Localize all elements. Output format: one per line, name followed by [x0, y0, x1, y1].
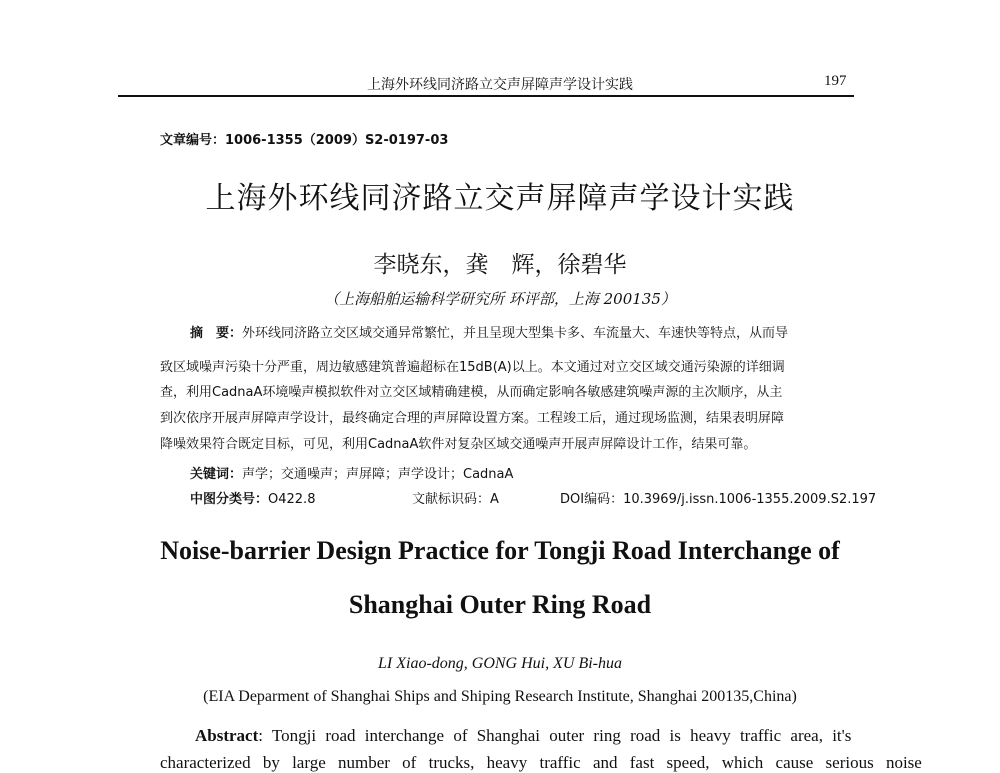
keywords	[190, 463, 513, 482]
affiliation-en: (EIA Deparment of Shanghai Ships and Shiping Research Institute, Shanghai 200135,China)	[203, 688, 797, 705]
title-en-line-2: Shanghai Outer Ring Road	[348, 590, 652, 619]
authors-en: LI Xiao-dong, GONG Hui, XU Bi-hua	[378, 655, 622, 672]
abstract-en-cut-line: characterized by large number of trucks, heavy traffic and fast speed, which cause serious noise	[160, 753, 922, 772]
abstract-cn-line: 摘 要：外环线同济路立交区域交通异常繁忙，并且呈现大型集卡多、车流量大、车速快等特点，从而导	[190, 326, 789, 341]
clc-number: 中图分类号：O422.8	[190, 492, 316, 507]
page-number: 197	[824, 73, 847, 89]
authors-cn: 李晓东，龚 辉，徐碧华	[373, 252, 627, 278]
title-en-line-1: Noise-barrier Design Practice for Tongji Road Interchange of	[160, 536, 840, 565]
title-cn: 上海外环线同济路立交声屏障声学设计实践	[205, 181, 795, 216]
abstract-en-label: Abstract	[195, 726, 259, 745]
affiliation-cn: （上海船舶运输科学研究所 环评部，上海 200135）	[324, 290, 676, 308]
abstract-cn-line: 到次依序开展声屏障声学设计，最终确定合理的声屏障设置方案。工程竣工后，通过现场监测，结果表明屏障	[160, 411, 785, 426]
doi: DOI编码：10.3969/j.issn.1006-1355.2009.S2.197	[560, 492, 877, 507]
document-code: 文献标识码：A	[412, 492, 499, 507]
article-id: 文章编号：1006-1355（2009）S2-0197-03	[160, 133, 449, 148]
abstract-cn-label: 摘 要：	[190, 326, 243, 341]
abstract-en: Abstract: Tongji road interchange of Shanghai outer ring road is heavy traffic area, it's	[195, 726, 852, 745]
abstract-cn-line: 致区域噪声污染十分严重，周边敏感建筑普遍超标在15dB(A)以上。本文通过对立交区域交通污染源的详细调	[160, 360, 785, 375]
abstract-cn-line: 降噪效果符合既定目标，可见，利用CadnaA软件对复杂区域交通噪声开展声屏障设计工作，结果可靠。	[160, 437, 757, 452]
abstract-cn-line: 查，利用CadnaA环境噪声模拟软件对立交区域精确建模，从而确定影响各敏感建筑噪声源的主次顺序，从主	[160, 385, 783, 400]
keywords-label: 关键词：	[190, 467, 243, 482]
keywords-value: 声学；交通噪声；声屏障；声学设计；CadnaA	[242, 467, 514, 482]
running-title: 上海外环线同济路立交声屏障声学设计实践	[367, 77, 633, 93]
header-rule	[118, 95, 854, 97]
